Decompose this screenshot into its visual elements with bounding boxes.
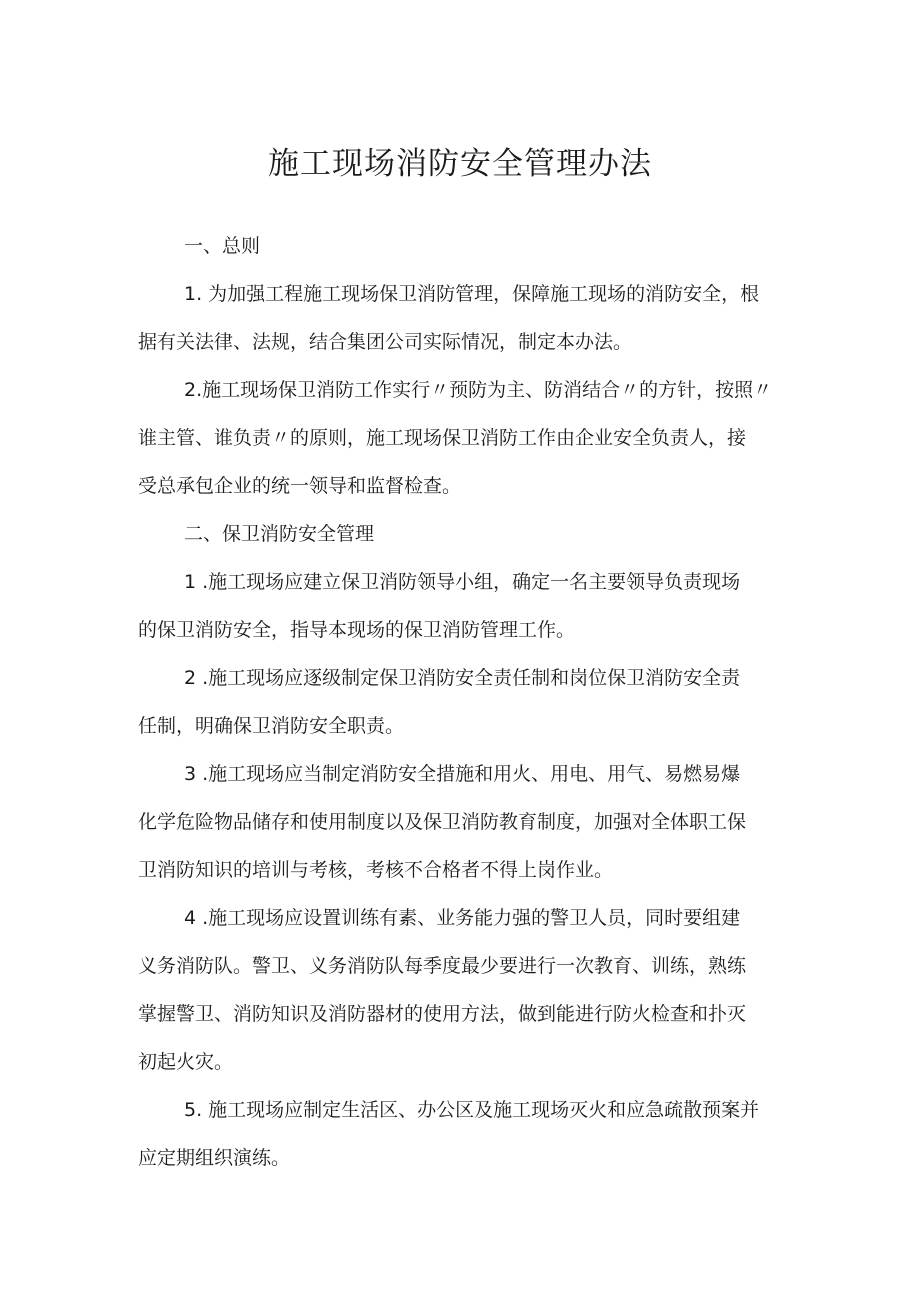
section-heading: 一、总则 bbox=[184, 235, 261, 257]
paragraph-line: 任制，明确保卫消防安全职责。 bbox=[138, 715, 405, 737]
paragraph bbox=[138, 654, 788, 750]
paragraph-line: 应定期组织演练。 bbox=[138, 1147, 291, 1169]
paragraph-line: 1. 为加强工程施工现场保卫消防管理，保障施工现场的消防安全，根 bbox=[184, 283, 760, 305]
section-heading: 二、保卫消防安全管理 bbox=[184, 523, 375, 545]
paragraph-line: 2.施工现场保卫消防工作实行〃预防为主、防消结合〃的方针，按照〃 bbox=[184, 379, 773, 401]
paragraph-line: 谁主管、谁负责〃的原则，施工现场保卫消防工作由企业安全负责人，接 bbox=[138, 427, 747, 449]
paragraph bbox=[138, 558, 788, 654]
paragraph bbox=[138, 1086, 788, 1182]
paragraph-line: 1 .施工现场应建立保卫消防领导小组，确定一名主要领导负责现场 bbox=[184, 571, 741, 593]
paragraph-line: 3 .施工现场应当制定消防安全措施和用火、用电、用气、易燃易爆 bbox=[184, 763, 741, 785]
paragraph-line: 掌握警卫、消防知识及消防器材的使用方法，做到能进行防火检查和扑灭 bbox=[138, 1003, 747, 1025]
paragraph-line: 义务消防队。警卫、义务消防队每季度最少要进行一次教育、训练，熟练 bbox=[138, 955, 747, 977]
paragraph-line: 初起火灾。 bbox=[138, 1051, 234, 1073]
paragraph-line: 4 .施工现场应设置训练有素、业务能力强的警卫人员，同时要组建 bbox=[184, 907, 741, 929]
paragraph-line: 2 .施工现场应逐级制定保卫消防安全责任制和岗位保卫消防安全责 bbox=[184, 667, 741, 689]
paragraph-line: 的保卫消防安全，指导本现场的保卫消防管理工作。 bbox=[138, 619, 576, 641]
paragraph-line: 化学危险物品储存和使用制度以及保卫消防教育制度，加强对全体职工保 bbox=[138, 811, 747, 833]
paragraph bbox=[138, 366, 788, 510]
paragraph-line: 卫消防知识的培训与考核，考核不合格者不得上岗作业。 bbox=[138, 859, 614, 881]
paragraph-line: 受总承包企业的统一领导和监督检查。 bbox=[138, 475, 462, 497]
document-body bbox=[138, 222, 788, 1182]
paragraph bbox=[138, 750, 788, 894]
document-title: 施工现场消防安全管理办法 bbox=[268, 146, 652, 182]
paragraph bbox=[138, 894, 788, 1086]
paragraph bbox=[138, 270, 788, 366]
paragraph-line: 5. 施工现场应制定生活区、办公区及施工现场灭火和应急疏散预案并 bbox=[184, 1099, 760, 1121]
paragraph-line: 据有关法律、法规，结合集团公司实际情况，制定本办法。 bbox=[138, 331, 633, 353]
